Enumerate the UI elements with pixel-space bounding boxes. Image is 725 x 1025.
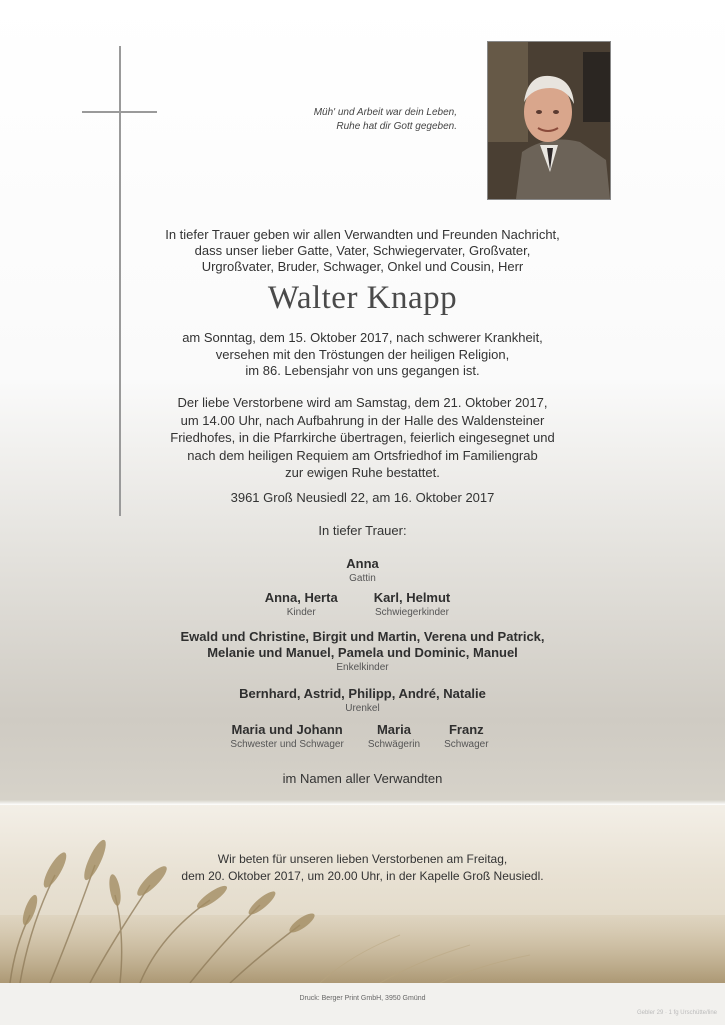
prayer-line-1: Wir beten für unseren lieben Verstorbenen am Freitag,	[217, 852, 508, 866]
family-entry-sister-brother-in-law	[230, 722, 343, 751]
family-row-siblings	[0, 722, 722, 751]
closing-line: im Namen aller Verwandten	[282, 771, 443, 786]
mourning-heading: In tiefer Trauer:	[318, 523, 407, 538]
printer-credit: Druck: Berger Print GmbH, 3950 Gmünd	[299, 995, 426, 1002]
wife-name: Anna	[346, 556, 379, 571]
family-entry-sister-in-law	[368, 722, 420, 751]
cross-horizontal-bar	[82, 111, 157, 113]
great-grandchildren-names: Bernhard, Astrid, Philipp, André, Natalie	[239, 686, 486, 701]
grandchildren-line-2: Melanie und Manuel, Pamela und Dominic, Manuel	[207, 645, 518, 660]
brother-in-law-name: Franz	[448, 722, 484, 737]
grandchildren-role: Enkelkinder	[336, 662, 389, 673]
death-line-2: versehen mit den Tröstungen der heiligen Religion,	[215, 346, 510, 362]
family-entry-great-grandchildren	[239, 686, 486, 715]
children-names: Anna, Herta	[264, 590, 338, 605]
funeral-line-1: Der liebe Verstorbene wird am Samstag, dem 21. Oktober 2017,	[177, 395, 548, 410]
death-line-3: im 86. Lebensjahr von uns gegangen ist.	[245, 363, 480, 378]
sister-in-law-name: Maria	[376, 722, 411, 737]
funeral-line-4: nach dem heiligen Requiem am Ortsfriedhof im Familiengrab	[187, 447, 538, 463]
intro-paragraph	[0, 227, 725, 275]
intro-line-2: dass unser lieber Gatte, Vater, Schwiegervater, Großvater,	[194, 243, 531, 258]
in-laws-names: Karl, Helmut	[373, 590, 451, 605]
prayer-line-2: dem 20. Oktober 2017, um 20.00 Uhr, in der Kapelle Groß Neusiedl.	[181, 869, 544, 883]
wife-role: Gattin	[349, 573, 376, 584]
family-entry-in-laws	[374, 590, 451, 619]
funeral-paragraph	[0, 394, 725, 482]
family-entry-wife	[346, 556, 379, 585]
death-line-1: am Sonntag, dem 15. Oktober 2017, nach schwerer Krankheit,	[182, 330, 543, 345]
great-grandchildren-role: Urenkel	[345, 703, 380, 714]
family-row-wife	[0, 556, 725, 585]
family-entry-brother-in-law	[444, 722, 488, 751]
intro-line-3: Urgroßvater, Bruder, Schwager, Onkel und Cousin, Herr	[201, 259, 524, 274]
family-entry-grandchildren	[180, 629, 544, 674]
prayer-notice	[0, 851, 725, 885]
memorial-quote	[197, 106, 457, 134]
family-row-children	[0, 590, 720, 619]
family-entry-children	[265, 590, 338, 619]
quote-line-1: Müh' und Arbeit war dein Leben,	[313, 107, 457, 118]
brother-in-law-role: Schwager	[444, 739, 489, 750]
children-role: Kinder	[286, 607, 316, 618]
family-row-great-grandchildren	[0, 686, 725, 715]
sister-in-law-role: Schwägerin	[367, 739, 421, 750]
funeral-line-2: um 14.00 Uhr, nach Aufbahrung in der Halle des Waldensteiner	[180, 412, 545, 428]
portrait-photo	[487, 41, 611, 200]
sister-brother-in-law-names: Maria und Johann	[231, 722, 343, 737]
corner-note: Gebler 29 · 1 fg Urschütte/line	[636, 1010, 717, 1016]
footer-band	[0, 983, 725, 1025]
family-row-grandchildren	[0, 629, 725, 674]
quote-line-2: Ruhe hat dir Gott gegeben.	[336, 121, 457, 132]
wheat-field-image	[0, 805, 725, 983]
death-paragraph	[0, 330, 725, 380]
intro-line-1: In tiefer Trauer geben wir allen Verwandten und Freunden Nachricht,	[165, 227, 560, 242]
funeral-line-3: Friedhofes, in die Pfarrkirche übertragen, feierlich eingesegnet und	[170, 430, 555, 445]
sister-brother-in-law-role: Schwester und Schwager	[230, 739, 344, 750]
in-laws-role: Schwiegerkinder	[375, 607, 449, 618]
place-and-date: 3961 Groß Neusiedl 22, am 16. Oktober 2017	[230, 490, 495, 505]
funeral-line-5: zur ewigen Ruhe bestattet.	[285, 465, 440, 480]
deceased-name: Walter Knapp	[267, 280, 458, 316]
grandchildren-line-1: Ewald und Christine, Birgit und Martin, Verena und Patrick,	[180, 629, 545, 644]
